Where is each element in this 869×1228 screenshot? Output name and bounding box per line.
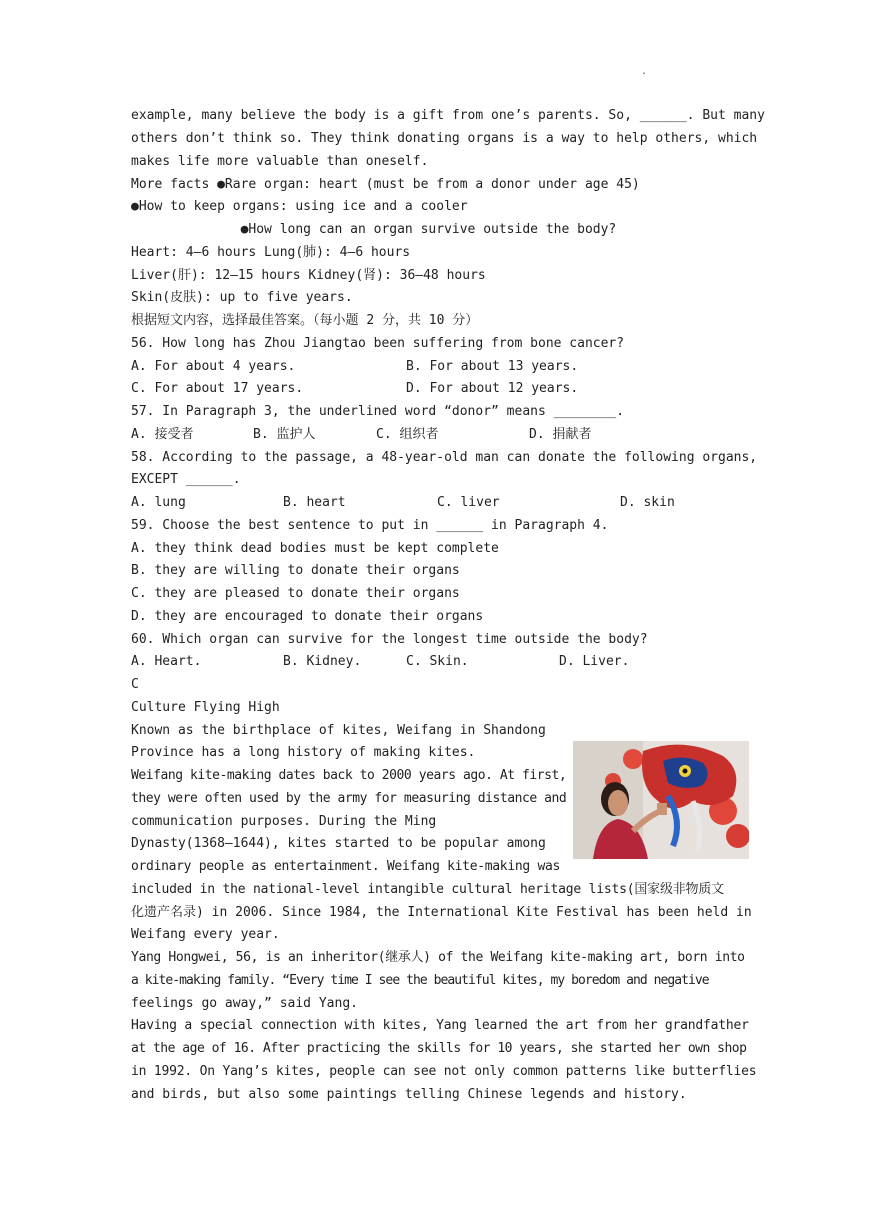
article-line: at the age of 16. After practicing the skills for 10 years, she started her own shop: [131, 1041, 747, 1056]
article-line: included in the national-level intangible cultural heritage lists(国家级非物质文: [131, 882, 724, 897]
article-line: Weifang every year.: [131, 927, 280, 942]
q58-option-c: C. liver: [437, 495, 500, 510]
article-line: Weifang kite-making dates back to 2000 years ago. At first,: [131, 768, 567, 783]
facts-line: Liver(肝): 12—15 hours Kidney(肾): 36—48 hours: [131, 268, 486, 283]
facts-line: More facts ●Rare organ: heart (must be from a donor under age 45): [131, 177, 640, 192]
article-line: Yang Hongwei, 56, is an inheritor(继承人) of the Weifang kite-making art, born into: [131, 950, 745, 965]
q60-option-d: D. Liver.: [559, 654, 630, 669]
question-56: 56. How long has Zhou Jiangtao been suffering from bone cancer?: [131, 336, 625, 351]
q59-option-a: A. they think dead bodies must be kept complete: [131, 541, 499, 556]
facts-line: ●How to keep organs: using ice and a cooler: [131, 199, 468, 214]
q56-option-b: B. For about 13 years.: [406, 359, 579, 374]
header-mark: .: [641, 66, 648, 77]
article-line: in 1992. On Yang’s kites, people can see not only common patterns like butterflies: [131, 1064, 757, 1079]
q58-option-d: D. skin: [620, 495, 675, 510]
article-line: communication purposes. During the Ming: [131, 814, 437, 829]
article-line: ordinary people as entertainment. Weifang kite-making was: [131, 859, 561, 874]
article-line: Dynasty(1368—1644), kites started to be popular among: [131, 836, 546, 851]
q56-option-a: A. For about 4 years.: [131, 359, 296, 374]
question-60: 60. Which organ can survive for the longest time outside the body?: [131, 632, 648, 647]
passage-line: example, many believe the body is a gift from one’s parents. So, ______. But many: [131, 108, 765, 123]
article-line: Known as the birthplace of kites, Weifang in Shandong: [131, 723, 546, 738]
q59-option-d: D. they are encouraged to donate their organs: [131, 609, 484, 624]
passage-line: others don’t think so. They think donating organs is a way to help others, which: [131, 131, 758, 146]
q56-option-d: D. For about 12 years.: [406, 381, 579, 396]
q57-option-c: C. 组织者: [376, 427, 439, 442]
question-57: 57. In Paragraph 3, the underlined word “donor” means ________.: [131, 404, 625, 419]
article-line: feelings go away,” said Yang.: [131, 996, 358, 1011]
section-title: Culture Flying High: [131, 700, 280, 715]
instructions: 根据短文内容，选择最佳答案。（每小题 2 分，共 10 分）: [131, 313, 479, 328]
q57-option-a: A. 接受者: [131, 427, 194, 442]
q58-option-b: B. heart: [283, 495, 346, 510]
facts-line: ●How long can an organ survive outside the body?: [131, 222, 617, 237]
article-line: they were often used by the army for measuring distance and: [131, 791, 567, 806]
article-line: Having a special connection with kites, Yang learned the art from her grandfather: [131, 1018, 749, 1033]
q59-option-b: B. they are willing to donate their organs: [131, 563, 460, 578]
q56-option-c: C. For about 17 years.: [131, 381, 304, 396]
facts-line: Heart: 4—6 hours Lung(肺): 4—6 hours: [131, 245, 411, 260]
article-line: and birds, but also some paintings telling Chinese legends and history.: [131, 1087, 687, 1102]
q60-option-a: A. Heart.: [131, 654, 202, 669]
question-58: 58. According to the passage, a 48-year-old man can donate the following organs,: [131, 450, 758, 465]
q57-option-d: D. 捐献者: [529, 427, 592, 442]
q58-option-a: A. lung: [131, 495, 186, 510]
passage-line: makes life more valuable than oneself.: [131, 154, 429, 169]
article-line: a kite-making family. “Every time I see the beautiful kites, my boredom and negative: [131, 973, 709, 988]
kite-maker-photo: [573, 741, 749, 859]
question-59: 59. Choose the best sentence to put in ______ in Paragraph 4.: [131, 518, 609, 533]
q57-option-b: B. 监护人: [253, 427, 316, 442]
article-line: 化遗产名录) in 2006. Since 1984, the International Kite Festival has been held in: [131, 905, 752, 920]
section-letter: C: [131, 677, 139, 692]
question-58-cont: EXCEPT ______.: [131, 472, 241, 487]
q60-option-b: B. Kidney.: [283, 654, 362, 669]
facts-line: Skin(皮肤): up to five years.: [131, 290, 353, 305]
q59-option-c: C. they are pleased to donate their organs: [131, 586, 460, 601]
q60-option-c: C. Skin.: [406, 654, 469, 669]
article-line: Province has a long history of making kites.: [131, 745, 476, 760]
